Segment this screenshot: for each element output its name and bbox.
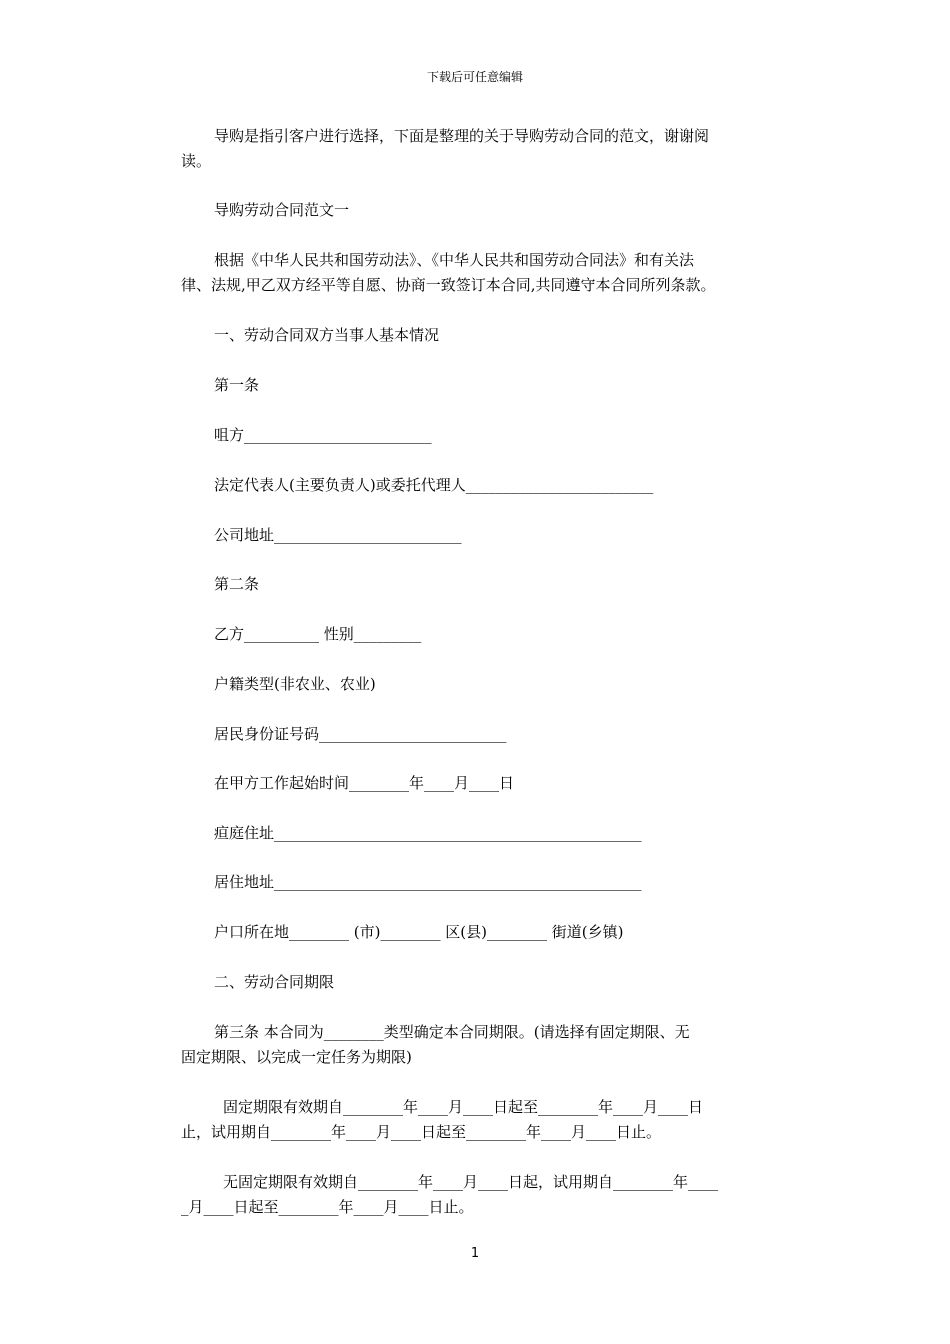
party-b-gender-field: 乙方__________ 性别_________ [214,625,422,643]
heading-contract-term: 二、劳动合同期限 [214,973,335,991]
page-number: 1 [470,1246,480,1261]
article-three-paragraph: 第三条 本合同为________类型确定本合同期限。(请选择有固定期限、无 固定期限、以完成一定任务为期限) [181,1023,690,1066]
party-a-field: 咀方_________________________ [214,426,432,444]
intro-paragraph: 导购是指引客户进行选择，下面是整理的关于导购劳动合同的范文，谢谢阅 读。 [181,127,710,170]
preamble-paragraph: 根据《中华人民共和国劳动法》、《中华人民共和国劳动合同法》和有关法 律、法规,甲乙双方经平等自愿、协商一致签订本合同,共同遵守本合同所列条款。 [181,251,716,294]
open-term-paragraph: 无固定期限有效期自________年____月____日起，试用期自________年____ _月____日起至________年____月____日止。 [181,1173,719,1216]
household-type-line: 户籍类型(非农业、农业) [214,675,376,693]
article-one-heading: 第一条 [214,376,260,394]
hukou-location-field: 户口所在地________ (市)________ 区(县)________ 街道(乡镇) [214,923,624,941]
page-header: 下载后可任意编辑 [426,70,523,84]
home-address-field: 疸庭住址_________________________________________________ [214,824,642,842]
section-title-sample-one: 导购劳动合同范文一 [214,201,350,219]
residence-address-field: 居住地址_________________________________________________ [214,873,642,891]
start-date-field: 在甲方工作起始时间________年____月____日 [214,774,515,792]
article-two-heading: 第二条 [214,575,260,593]
fixed-term-paragraph: 固定期限有效期自________年____月____日起至________年____月____日 止，试用期自________年____月____日起至________年____月____日止。 [181,1098,704,1141]
id-number-field: 居民身份证号码_________________________ [214,725,507,743]
company-address-field: 公司地址_________________________ [214,526,462,544]
legal-representative-field: 法定代表人(主要负责人)或委托代理人_________________________ [214,476,654,494]
heading-parties-info: 一、劳动合同双方当事人基本情况 [214,326,440,344]
